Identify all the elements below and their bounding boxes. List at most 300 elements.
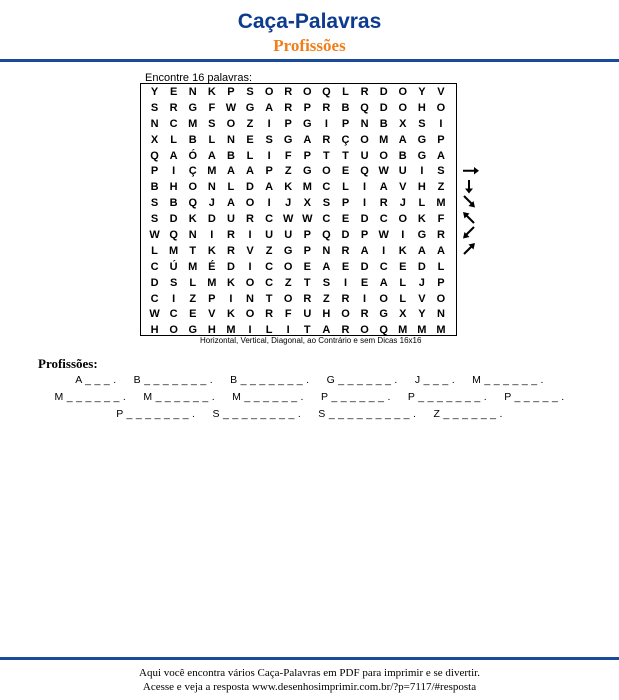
grid-letter: A [226, 197, 235, 210]
grid-letter: É [208, 260, 216, 273]
grid-letter: K [417, 213, 426, 226]
grid-row [145, 228, 451, 244]
grid-letter: O [360, 133, 369, 146]
grid-letter: L [151, 244, 158, 257]
grid-letter: O [303, 86, 312, 98]
grid-letter: U [284, 229, 293, 242]
grid-letter: G [417, 149, 427, 162]
grid-letter: G [417, 133, 427, 146]
grid-letter: T [189, 244, 197, 257]
grid-letter: A [265, 181, 274, 194]
profession-clue: J _ _ _ . [414, 374, 455, 386]
grid-letter: S [437, 165, 445, 178]
grid-letter: B [226, 149, 235, 162]
grid-letter: L [265, 324, 273, 337]
grid-letter: M [436, 324, 446, 337]
grid-letter: S [169, 276, 178, 289]
grid-letter: R [226, 244, 235, 257]
grid-letter: L [170, 133, 177, 146]
grid-letter: S [246, 86, 254, 98]
grid-letter: R [360, 86, 369, 98]
arrow-down-icon [460, 179, 482, 195]
grid-letter: O [398, 213, 408, 226]
grid-letter: A [436, 149, 445, 162]
grid-letter: B [398, 149, 407, 162]
grid-letter: E [303, 260, 311, 273]
grid-letter: P [360, 229, 369, 242]
grid-letter: I [324, 117, 328, 130]
grid-letter: T [303, 324, 311, 337]
grid-letter: Y [418, 308, 426, 321]
grid-letter: O [436, 292, 446, 305]
profession-clue: P _ _ _ _ _ _ . [321, 391, 391, 403]
grid-letter: O [436, 101, 446, 114]
grid-letter: N [188, 86, 197, 98]
grid-letter: H [169, 181, 178, 194]
grid-letter: T [323, 149, 330, 162]
grid-letter: C [322, 213, 331, 226]
grid-letter: K [398, 244, 407, 257]
grid-letter: D [379, 86, 388, 98]
arrow-up-right-icon [460, 241, 482, 257]
grid-letter: X [150, 133, 159, 146]
grid-letter: H [417, 101, 426, 114]
grid-letter: L [399, 276, 407, 289]
grid-letter: Z [189, 292, 197, 305]
grid-letter: K [207, 244, 216, 257]
grid-letter: I [343, 276, 348, 289]
grid-letter: R [322, 133, 331, 146]
grid-letter: W [378, 165, 389, 178]
grid-letter: I [401, 229, 405, 242]
grid-letter: O [264, 86, 274, 98]
grid-letter: R [379, 197, 388, 210]
grid-letter: Ç [341, 133, 350, 146]
grid-letter: B [341, 101, 350, 114]
grid-letter: A [436, 244, 445, 257]
grid-letter: O [245, 308, 255, 321]
grid-letter: M [188, 117, 198, 130]
grid-letter: A [265, 101, 274, 114]
grid-letter: Q [150, 149, 159, 162]
grid-row [145, 149, 451, 165]
grid-letter: S [208, 117, 216, 130]
puzzle-caption: Horizontal, Vertical, Diagonal, ao Contrário e sem Dicas 16x16 [200, 336, 422, 345]
grid-row [145, 85, 451, 101]
grid-letter: P [265, 165, 273, 178]
grid-letter: E [360, 276, 369, 289]
profession-clue: G _ _ _ _ _ _ . [326, 374, 398, 386]
profession-clue: P _ _ _ _ _ . [504, 391, 565, 403]
grid-letter: E [341, 260, 350, 273]
grid-letter: P [303, 101, 311, 114]
grid-letter: E [341, 213, 350, 226]
grid-letter: I [248, 229, 252, 242]
grid-letter: L [208, 133, 216, 146]
grid-letter: R [226, 229, 235, 242]
grid-letter: I [439, 117, 443, 130]
grid-letter: G [245, 101, 255, 114]
grid-letter: L [246, 149, 254, 162]
grid-letter: I [172, 292, 176, 305]
grid-letter: G [303, 165, 312, 178]
grid-letter: Q [360, 101, 369, 114]
grid-letter: S [322, 197, 331, 210]
grid-letter: C [150, 260, 159, 273]
grid-letter: M [188, 260, 198, 273]
profession-clue: Z _ _ _ _ _ _ . [433, 408, 503, 420]
grid-letter: I [267, 197, 271, 210]
grid-letter: O [379, 149, 388, 162]
grid-letter: O [322, 165, 331, 178]
grid-letter: N [150, 117, 159, 130]
footer-line-2: Acesse e veja a resposta www.desenhosimprimir.com.br/?p=7117/#resposta [142, 681, 477, 693]
grid-letter: A [207, 149, 216, 162]
grid-letter: I [286, 324, 290, 337]
grid-letter: V [437, 86, 445, 98]
grid-letter: W [149, 308, 160, 321]
footer-line-1: Aqui você encontra vários Caça-Palavras em PDF para imprimir e se divertir. [139, 667, 480, 679]
page-title: Caça-Palavras [237, 10, 382, 33]
grid-letter: O [169, 324, 178, 337]
professions-heading: Profissões: [38, 356, 98, 371]
grid-row [145, 196, 451, 212]
grid-letter: E [399, 260, 407, 273]
profession-clues-line-1 [0, 374, 619, 386]
grid-letter: O [283, 260, 293, 273]
grid-letter: V [246, 244, 254, 257]
grid-letter: G [283, 133, 293, 146]
grid-letter: N [226, 133, 235, 146]
grid-letter: C [265, 260, 274, 273]
grid-letter: R [341, 292, 350, 305]
grid-letter: V [208, 308, 216, 321]
grid-letter: L [342, 86, 349, 98]
grid-letter: I [363, 181, 367, 194]
grid-letter: H [150, 324, 159, 337]
grid-letter: I [267, 117, 271, 130]
footer-divider [0, 657, 619, 660]
grid-letter: M [207, 276, 217, 289]
grid-letter: M [302, 181, 312, 194]
grid-letter: D [246, 181, 254, 194]
grid-letter: P [208, 292, 216, 305]
grid-letter: D [360, 213, 369, 226]
grid-letter: D [150, 276, 159, 289]
direction-legend [460, 163, 482, 256]
grid-letter: D [226, 260, 235, 273]
grid-letter: W [302, 213, 313, 226]
grid-letter: R [303, 292, 312, 305]
grid-row [145, 133, 451, 149]
grid-letter: Q [322, 86, 331, 98]
grid-letter: G [188, 101, 198, 114]
grid-letter: I [172, 165, 176, 178]
profession-clue: S _ _ _ _ _ _ _ _ _ . [318, 408, 417, 420]
grid-row [145, 101, 451, 117]
grid-letter: U [265, 229, 274, 242]
grid-letter: P [341, 197, 350, 210]
grid-letter: D [360, 260, 369, 273]
grid-letter: E [189, 308, 197, 321]
grid-letter: Z [265, 244, 273, 257]
arrow-right-icon [460, 163, 482, 179]
profession-clue: B _ _ _ _ _ _ _ . [133, 374, 213, 386]
grid-letter: J [285, 197, 292, 210]
grid-letter: I [363, 292, 367, 305]
grid-row [145, 276, 451, 292]
grid-letter: F [284, 308, 292, 321]
grid-letter: P [341, 117, 350, 130]
letter-grid [145, 85, 451, 339]
grid-letter: N [436, 308, 445, 321]
grid-letter: I [229, 292, 233, 305]
grid-letter: S [322, 276, 331, 289]
grid-letter: E [341, 165, 350, 178]
profession-clues-line-2 [0, 391, 619, 403]
grid-letter: O [398, 101, 408, 114]
grid-letter: U [398, 165, 407, 178]
grid-letter: R [360, 308, 369, 321]
grid-letter: A [379, 276, 388, 289]
grid-letter: N [322, 244, 331, 257]
grid-letter: D [379, 101, 388, 114]
grid-letter: C [379, 260, 388, 273]
grid-row [145, 307, 451, 323]
grid-letter: S [150, 213, 159, 226]
grid-letter: O [245, 197, 255, 210]
grid-row [145, 164, 451, 180]
grid-letter: P [303, 149, 311, 162]
grid-row [145, 117, 451, 133]
grid-letter: R [341, 244, 350, 257]
grid-letter: D [341, 229, 350, 242]
grid-letter: J [399, 197, 406, 210]
profession-clue: P _ _ _ _ _ _ _ . [407, 391, 487, 403]
grid-letter: C [150, 292, 159, 305]
grid-letter: H [417, 181, 426, 194]
grid-letter: D [417, 260, 426, 273]
grid-letter: A [322, 324, 331, 337]
profession-clue: M _ _ _ _ _ _ . [54, 391, 127, 403]
profession-clue: M _ _ _ _ _ _ . [472, 374, 544, 386]
grid-letter: Z [284, 165, 292, 178]
grid-letter: R [246, 213, 254, 226]
grid-letter: L [437, 260, 445, 273]
grid-letter: Q [169, 229, 178, 242]
grid-letter: C [379, 213, 388, 226]
grid-letter: O [398, 86, 408, 98]
profession-clue: B _ _ _ _ _ _ _ . [230, 374, 310, 386]
grid-letter: Z [323, 292, 330, 305]
grid-letter: D [169, 213, 178, 226]
grid-letter: A [379, 181, 388, 194]
grid-letter: P [437, 133, 445, 146]
grid-letter: N [360, 117, 369, 130]
grid-letter: M [379, 133, 389, 146]
grid-letter: R [169, 101, 178, 114]
grid-letter: R [265, 308, 274, 321]
grid-letter: X [399, 308, 407, 321]
grid-letter: W [149, 229, 160, 242]
grid-letter: C [169, 117, 178, 130]
grid-letter: H [207, 324, 216, 337]
grid-letter: Ó [188, 149, 198, 162]
grid-letter: X [399, 117, 407, 130]
grid-letter: Z [284, 276, 292, 289]
grid-letter: R [284, 86, 293, 98]
grid-letter: L [399, 292, 407, 305]
grid-letter: N [246, 292, 254, 305]
grid-letter: F [437, 213, 445, 226]
grid-letter: P [284, 117, 292, 130]
grid-letter: W [225, 101, 237, 114]
grid-letter: L [418, 197, 426, 210]
puzzle-instruction: Encontre 16 palavras: [145, 72, 253, 84]
grid-letter: J [418, 276, 425, 289]
grid-letter: M [417, 324, 427, 337]
profession-clues-line-3 [0, 408, 619, 420]
grid-letter: F [284, 149, 292, 162]
grid-letter: I [363, 197, 367, 210]
arrow-down-right-icon [460, 194, 482, 210]
grid-letter: R [322, 101, 331, 114]
grid-row [145, 212, 451, 228]
grid-letter: C [265, 213, 274, 226]
grid-letter: D [207, 213, 216, 226]
grid-letter: I [420, 165, 424, 178]
grid-letter: A [169, 149, 178, 162]
grid-letter: J [208, 197, 215, 210]
grid-letter: A [417, 244, 426, 257]
page-subtitle: Profissões [273, 36, 346, 55]
grid-letter: M [207, 165, 217, 178]
grid-letter: S [150, 197, 159, 210]
grid-letter: A [303, 133, 312, 146]
grid-letter: G [379, 308, 388, 321]
grid-letter: N [207, 181, 216, 194]
grid-letter: C [322, 181, 331, 194]
grid-letter: S [418, 117, 426, 130]
grid-letter: O [341, 308, 350, 321]
grid-letter: L [189, 276, 197, 289]
grid-letter: L [342, 181, 349, 194]
grid-letter: Z [246, 117, 254, 130]
grid-letter: C [169, 308, 178, 321]
grid-letter: A [360, 244, 369, 257]
grid-row [145, 292, 451, 308]
grid-letter: Ú [169, 260, 178, 273]
grid-letter: K [284, 181, 293, 194]
grid-letter: G [283, 244, 293, 257]
grid-letter: V [399, 181, 407, 194]
header-divider [0, 59, 619, 62]
grid-letter: K [226, 308, 235, 321]
grid-letter: O [188, 181, 198, 194]
grid-letter: I [248, 260, 252, 273]
grid-letter: K [188, 213, 197, 226]
grid-letter: M [169, 244, 179, 257]
grid-letter: I [382, 244, 386, 257]
grid-letter: B [188, 133, 197, 146]
grid-letter: E [246, 133, 254, 146]
grid-letter: A [398, 133, 407, 146]
profession-clue: M _ _ _ _ _ _ . [232, 391, 304, 403]
grid-letter: G [303, 117, 312, 130]
grid-letter: F [208, 101, 216, 114]
grid-letter: O [245, 276, 255, 289]
grid-letter: M [398, 324, 408, 337]
grid-letter: P [303, 244, 311, 257]
grid-letter: K [207, 86, 216, 98]
grid-letter: N [188, 229, 197, 242]
grid-letter: B [150, 181, 159, 194]
profession-clue: A _ _ _ . [75, 374, 117, 386]
grid-letter: X [303, 197, 311, 210]
grid-letter: I [248, 324, 252, 337]
grid-letter: T [342, 149, 349, 162]
grid-row [145, 260, 451, 276]
grid-letter: M [226, 324, 236, 337]
grid-letter: U [360, 149, 369, 162]
profession-clue: S _ _ _ _ _ _ _ _ . [212, 408, 302, 420]
grid-letter: G [188, 324, 198, 337]
grid-letter: Y [150, 86, 159, 98]
grid-row [145, 244, 451, 260]
grid-letter: A [246, 165, 254, 178]
grid-letter: I [267, 149, 271, 162]
grid-letter: Q [322, 229, 331, 242]
grid-letter: R [284, 101, 293, 114]
grid-row [145, 180, 451, 196]
grid-letter: Q [379, 324, 388, 337]
grid-letter: G [417, 229, 427, 242]
grid-letter: Q [188, 197, 198, 210]
grid-letter: T [265, 292, 273, 305]
grid-letter: P [437, 276, 445, 289]
grid-letter: I [210, 229, 214, 242]
grid-letter: P [303, 229, 311, 242]
profession-clue: M _ _ _ _ _ _ . [143, 391, 215, 403]
grid-letter: B [379, 117, 388, 130]
grid-letter: L [227, 181, 235, 194]
grid-letter: U [303, 308, 312, 321]
grid-letter: U [226, 213, 235, 226]
arrow-up-left-icon [460, 210, 482, 226]
arrow-down-left-icon [460, 225, 482, 241]
grid-letter: B [169, 197, 178, 210]
grid-letter: Y [418, 86, 426, 98]
grid-letter: Ç [188, 165, 197, 178]
grid-letter: A [226, 165, 235, 178]
grid-letter: P [150, 165, 159, 178]
grid-letter: E [169, 86, 178, 98]
grid-letter: C [265, 276, 274, 289]
grid-letter: A [322, 260, 331, 273]
grid-letter: S [150, 101, 159, 114]
grid-letter: Q [360, 165, 369, 178]
grid-letter: Z [437, 181, 445, 194]
grid-letter: M [436, 197, 446, 210]
grid-letter: K [226, 276, 235, 289]
grid-letter: W [283, 213, 294, 226]
grid-letter: R [436, 229, 445, 242]
grid-letter: O [360, 324, 369, 337]
grid-letter: V [418, 292, 426, 305]
grid-letter: O [226, 117, 236, 130]
grid-letter: H [322, 308, 331, 321]
grid-letter: P [227, 86, 235, 98]
